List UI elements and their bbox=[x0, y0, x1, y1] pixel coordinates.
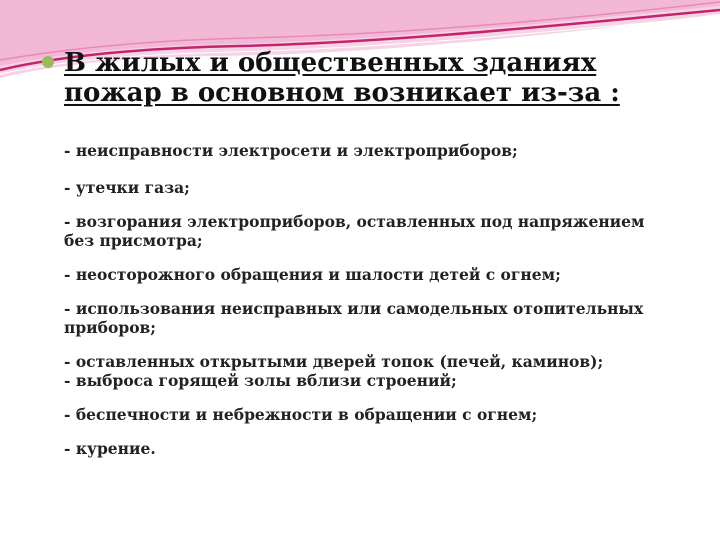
list-item bbox=[64, 141, 684, 160]
list-item-line: - утечки газа; bbox=[64, 178, 190, 197]
list-item-line: - выброса горящей золы вблизи строений; bbox=[64, 371, 457, 390]
bullet-icon bbox=[42, 56, 54, 68]
heading-line-2: пожар в основном возникает из-за : bbox=[64, 78, 620, 108]
list-item bbox=[64, 212, 684, 250]
list-item-line: приборов; bbox=[64, 318, 157, 337]
list-item bbox=[64, 405, 684, 424]
slide-heading bbox=[42, 48, 682, 108]
list-item-line: - оставленных открытыми дверей топок (печей, каминов); bbox=[64, 352, 604, 371]
list-item-line: без присмотра; bbox=[64, 231, 203, 250]
heading-line-1-text: В жилых и общественных зданиях bbox=[64, 48, 597, 78]
list-item bbox=[64, 352, 684, 390]
list-item-line: - использования неисправных или самодельных отопительных bbox=[64, 299, 644, 318]
list-item bbox=[64, 265, 684, 284]
list-item bbox=[64, 439, 684, 458]
list-item-line: - беспечности и небрежности в обращении с огнем; bbox=[64, 405, 538, 424]
list-item bbox=[64, 178, 684, 197]
list-item-line: - возгорания электроприборов, оставленных под напряжением bbox=[64, 212, 645, 231]
list-item-line: - неосторожного обращения и шалости детей с огнем; bbox=[64, 265, 561, 284]
list-item-line: - неисправности электросети и электроприборов; bbox=[64, 141, 518, 160]
list-item bbox=[64, 299, 684, 337]
heading-line-1 bbox=[42, 48, 682, 78]
list-item-line: - курение. bbox=[64, 439, 156, 458]
